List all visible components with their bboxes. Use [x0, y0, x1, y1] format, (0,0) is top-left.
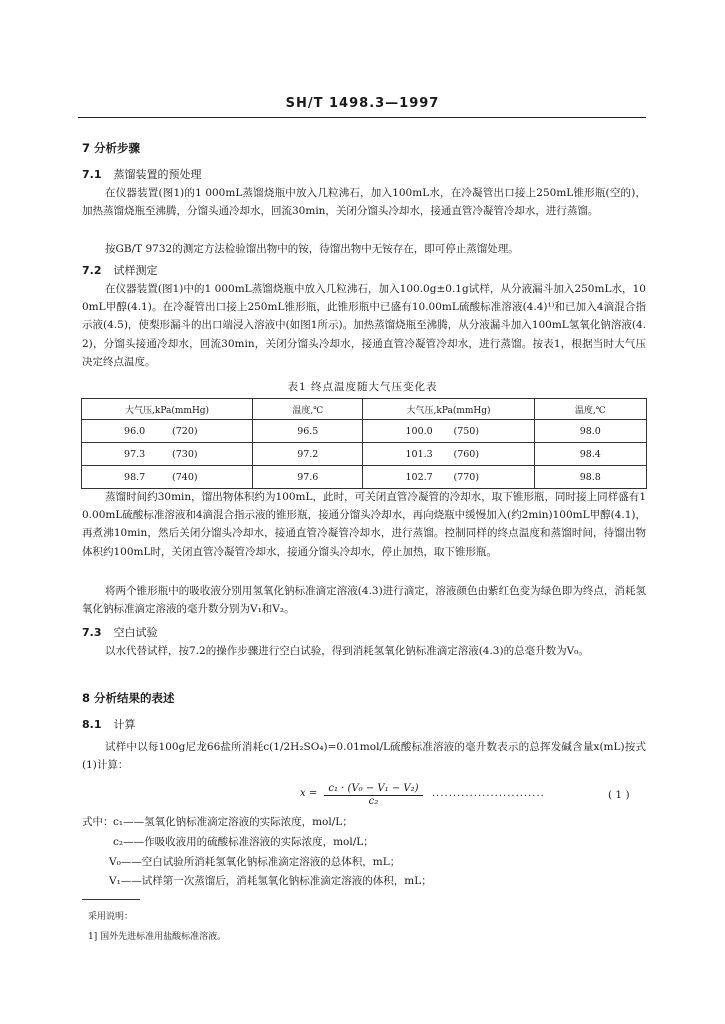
table-cell-pressure: [82, 443, 253, 466]
mmhg-value: (760): [453, 448, 480, 460]
table-header-temp-2: 温度,℃: [534, 399, 646, 420]
section-7-1-title: 蒸馏装置的预处理: [113, 168, 202, 181]
kpa-value: 97.3: [124, 448, 146, 460]
header-rule: [78, 117, 646, 118]
section-8-1-para-1: 试样中以每100g尼龙66盐所消耗c(1/2H₂SO₄)=0.01mol/L硫酸标准溶液的毫升数表示的总挥发碱含量x(mL)按式(1)计算：: [82, 741, 646, 772]
table-cell-temp: 97.2: [253, 443, 363, 466]
section-8-1-title: 计算: [113, 718, 136, 731]
kpa-value: 102.7: [405, 471, 433, 483]
table-1-caption: 表1 终点温度随大气压变化表: [287, 381, 438, 393]
section-7-2-para-3: 将两个锥形瓶中的吸收液分别用氢氧化钠标准滴定溶液(4.3)进行滴定，溶液颜色由紫红色变为绿色即为终点，消耗氢氧化钠标准滴定溶液的毫升数分别为V₁和V₂。: [82, 585, 646, 616]
formula-lhs: x =: [300, 788, 318, 799]
section-7-2-heading: [82, 262, 158, 278]
section-7-1-para-1: 在仪器装置(图1)的1 000mL蒸馏烧瓶中放入几粒沸石，加入100mL水，在冷凝管出口接上250mL锥形瓶(空的)，加热蒸馏烧瓶至沸腾，分馏头通冷却水，回流30min，关闭分馏头冷却水，接通直管冷凝管冷却水，进行蒸馏。: [82, 187, 646, 218]
table-cell-pressure: [82, 466, 253, 489]
section-7-1-heading: [82, 166, 202, 182]
table-cell-temp: 98.0: [534, 420, 646, 443]
section-7-3-title: 空白试验: [113, 626, 158, 639]
table-header-row: [82, 399, 647, 420]
section-8-1-number: 8.1: [82, 718, 102, 731]
section-7-2-para-2: 蒸馏时间约30min，馏出物体积约为100mL，此时，可关闭直管冷凝管的冷却水，取下锥形瓶，同时接上同样盛有10.00mL硫酸标准溶液和4滴混合指示液的锥形瓶，接通分馏头冷却水，再向烧瓶中缓慢加入(约2min)100mL甲醇(4.1)，再煮沸10min，然后关闭分馏头冷却水，接通直管冷凝管冷却水，进行蒸馏。控制同样的终点温度和蒸馏时间，待馏出物体积约100mL时，关闭直管冷凝管冷却水，接通分馏头冷却水，停止加热，取下锥形瓶。: [82, 491, 646, 558]
section-7-2-para-1: 在仪器装置(图1)中的1 000mL蒸馏烧瓶中放入几粒沸石，加入100.0g±0.1g试样，从分液漏斗加入250mL水，100mL甲醇(4.1)。在冷凝管出口接上250mL锥形瓶，此锥形瓶中已盛有10.00mL硫酸标准溶液(4.4)¹⁾和已加入4滴混合指示液(4.5)，使梨形漏斗的出口端浸入溶液中(如图1所示)。加热蒸馏烧瓶至沸腾，从分液漏斗加入100mL氢氧化钠溶液(4.2)，分馏头接通冷却水，回流30min，关闭分馏头冷却水，接通直管冷凝管冷却水，进行蒸馏。按表1，根据当时大气压决定终点温度。: [82, 283, 646, 368]
table-header-pressure-1: 大气压,kPa(mmHg): [82, 399, 253, 420]
formula-leader-dots: ···························: [432, 791, 545, 802]
section-7-3-para-1: 以水代替试样，按7.2的操作步骤进行空白试验，得到消耗氢氧化钠标准滴定溶液(4.3)的总毫升数为V₀。: [105, 645, 589, 657]
kpa-value: 100.0: [405, 425, 433, 437]
table-row: [82, 466, 647, 489]
var-c2: c₂——作吸收液用的硫酸标准溶液的实际浓度，mol/L；: [113, 836, 374, 848]
table-header-pressure-2: 大气压,kPa(mmHg): [363, 399, 534, 420]
table-1: [81, 398, 647, 489]
footnote-1: 1] 国外先进标准用盐酸标准溶液。: [88, 932, 227, 942]
section-7-2-title: 试样测定: [113, 264, 158, 277]
section-8-1-heading: [82, 716, 136, 732]
footnote-label: 采用说明：: [88, 912, 134, 922]
table-cell-temp: 98.8: [534, 466, 646, 489]
table-cell-pressure: [363, 443, 534, 466]
table-row: [82, 443, 647, 466]
formula-denominator: c₂: [368, 796, 379, 807]
var-c1: c₁——氢氧化钠标准滴定溶液的实际浓度，mol/L；: [113, 816, 353, 828]
table-header-temp-1: 温度,℃: [253, 399, 363, 420]
mmhg-value: (770): [453, 471, 480, 483]
mmhg-value: (720): [172, 425, 198, 437]
section-7-1-number: 7.1: [82, 168, 102, 181]
mmhg-value: (740): [172, 471, 198, 483]
section-7-title: 7 分析步骤: [82, 141, 141, 155]
kpa-value: 96.0: [124, 425, 146, 437]
table-cell-pressure: [82, 420, 253, 443]
table-cell-pressure: [363, 466, 534, 489]
table-cell-pressure: [363, 420, 534, 443]
var-v0: V₀——空白试验所消耗氢氧化钠标准滴定溶液的总体积，mL；: [109, 856, 401, 868]
section-8-title: 8 分析结果的表述: [82, 691, 175, 705]
kpa-value: 101.3: [405, 448, 433, 460]
section-7-3-heading: [82, 624, 158, 640]
var-v1: V₁——试样第一次蒸馏后，消耗氢氧化钠标准滴定溶液的体积，mL；: [109, 875, 432, 887]
page-header: SH/T 1498.3—1997: [285, 96, 440, 111]
formula-numerator: c₁ · (V₀ − V₁ − V₂): [324, 783, 422, 796]
kpa-value: 98.7: [124, 471, 146, 483]
table-cell-temp: 97.6: [253, 466, 363, 489]
mmhg-value: (730): [172, 448, 198, 460]
formula-fraction: [324, 783, 422, 807]
table-cell-temp: 96.5: [253, 420, 363, 443]
formula-1: [300, 783, 423, 807]
section-7-3-number: 7.3: [82, 626, 102, 639]
footnote-rule: [82, 899, 140, 900]
mmhg-value: (750): [453, 425, 480, 437]
table-row: [82, 420, 647, 443]
where-lead: 式中：: [82, 816, 114, 828]
formula-number: ( 1 ): [608, 789, 630, 801]
section-7-2-number: 7.2: [82, 264, 102, 277]
section-7-1-para-2: 按GB/T 9732的测定方法检验馏出物中的铵，待馏出物中无铵存在，即可停止蒸馏处理。: [105, 243, 519, 255]
table-cell-temp: 98.4: [534, 443, 646, 466]
